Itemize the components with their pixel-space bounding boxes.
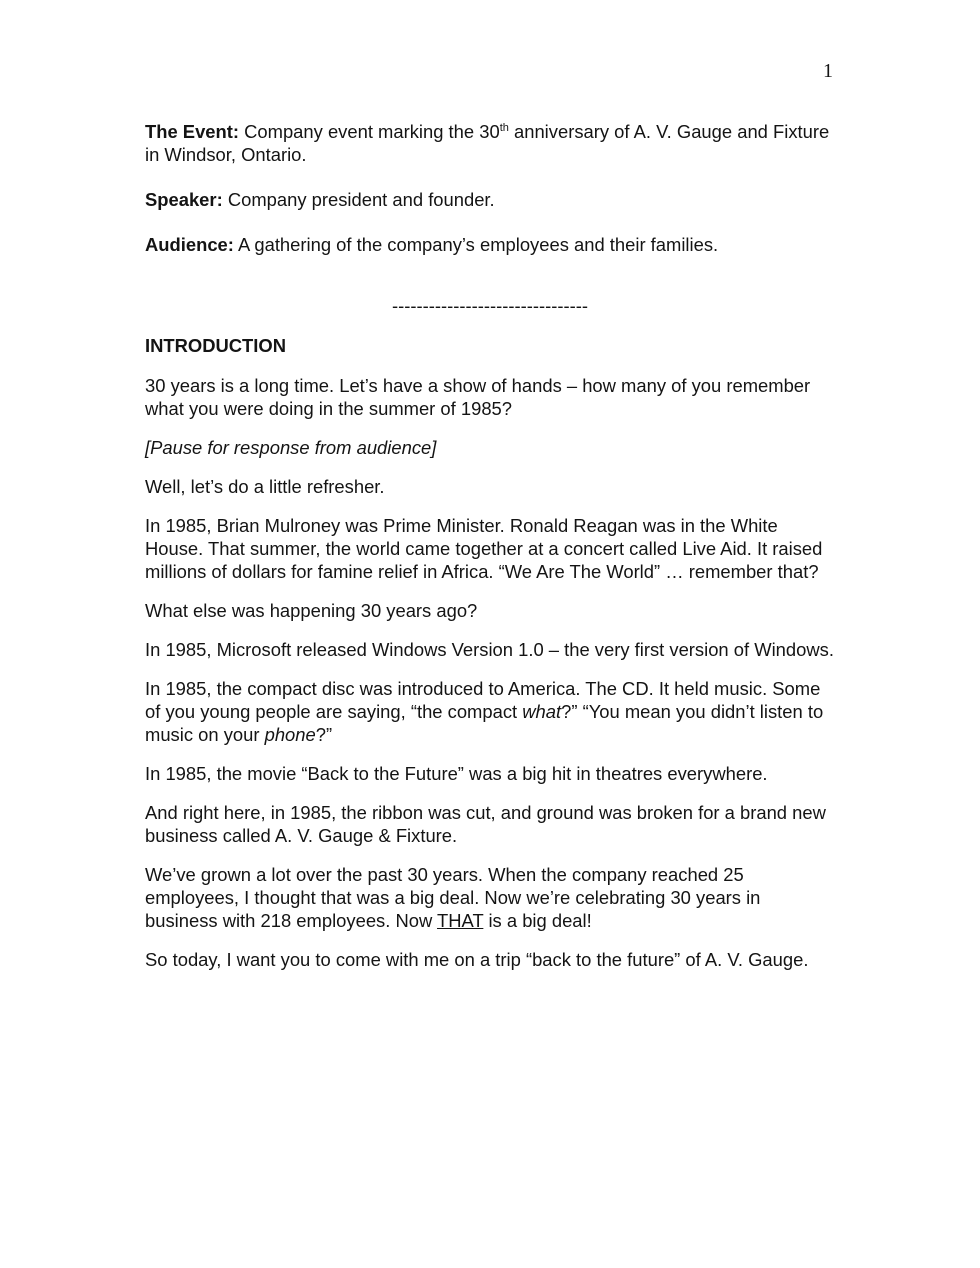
event-line	[145, 120, 835, 166]
event-ordinal: th	[499, 122, 509, 134]
paragraph-6: In 1985, Microsoft released Windows Version 1.0 – the very first version of Windows.	[145, 639, 834, 660]
stage-direction-text: [Pause for response from audience]	[145, 437, 437, 458]
paragraph-7	[145, 677, 835, 746]
event-label: The Event:	[145, 121, 240, 142]
audience-line	[145, 233, 835, 256]
paragraph-7-emphasis-phone: phone	[264, 724, 316, 745]
paragraph-4: In 1985, Brian Mulroney was Prime Minister. Ronald Reagan was in the White House. That summer, the world came together at a concert called Live Aid. It raised millions of dollars for famine relief in Africa. “We Are The World” … remember that?	[145, 515, 823, 582]
paragraph-8: In 1985, the movie “Back to the Future” was a big hit in theatres everywhere.	[145, 763, 768, 784]
paragraph-7-emphasis-what: what	[522, 701, 562, 722]
audience-text: A gathering of the company’s employees and their families.	[233, 234, 719, 255]
paragraph-7-c: ?”	[315, 724, 333, 745]
section-divider: --------------------------------	[392, 295, 588, 316]
paragraph-5: What else was happening 30 years ago?	[145, 600, 478, 621]
section-heading: INTRODUCTION	[145, 335, 286, 356]
speaker-text: Company president and founder.	[222, 189, 495, 210]
paragraph-7-b: ?” “You mean you didn’t listen to music on your	[145, 701, 824, 745]
document-body	[145, 120, 835, 987]
paragraph-7-a: In 1985, the compact disc was introduced to America. The CD. It held music. Some of you young people are saying, “the compact	[145, 678, 821, 722]
speaker-line	[145, 188, 835, 211]
page-number: 1	[823, 60, 833, 82]
paragraph-11: So today, I want you to come with me on a trip “back to the future” of A. V. Gauge.	[145, 949, 809, 970]
stage-direction	[145, 436, 835, 459]
paragraph-10	[145, 863, 835, 932]
paragraph-10-b: is a big deal!	[483, 910, 592, 931]
audience-label: Audience:	[145, 234, 234, 255]
paragraph-10-a: We’ve grown a lot over the past 30 years. When the company reached 25 employees, I thought that was a big deal. Now we’re celebrating 30 years in business with 218 employees. Now	[145, 864, 761, 931]
paragraph-9: And right here, in 1985, the ribbon was cut, and ground was broken for a brand new business called A. V. Gauge & Fixture.	[145, 802, 826, 846]
paragraph-3: Well, let’s do a little refresher.	[145, 476, 385, 497]
paragraph-1: 30 years is a long time. Let’s have a show of hands – how many of you remember what you were doing in the summer of 1985?	[145, 375, 811, 419]
event-text-rest: anniversary of A. V. Gauge and Fixture in Windsor, Ontario.	[145, 121, 830, 165]
event-text: Company event marking the 30	[239, 121, 500, 142]
speaker-label: Speaker:	[145, 189, 223, 210]
paragraph-10-underline: THAT	[437, 910, 484, 931]
